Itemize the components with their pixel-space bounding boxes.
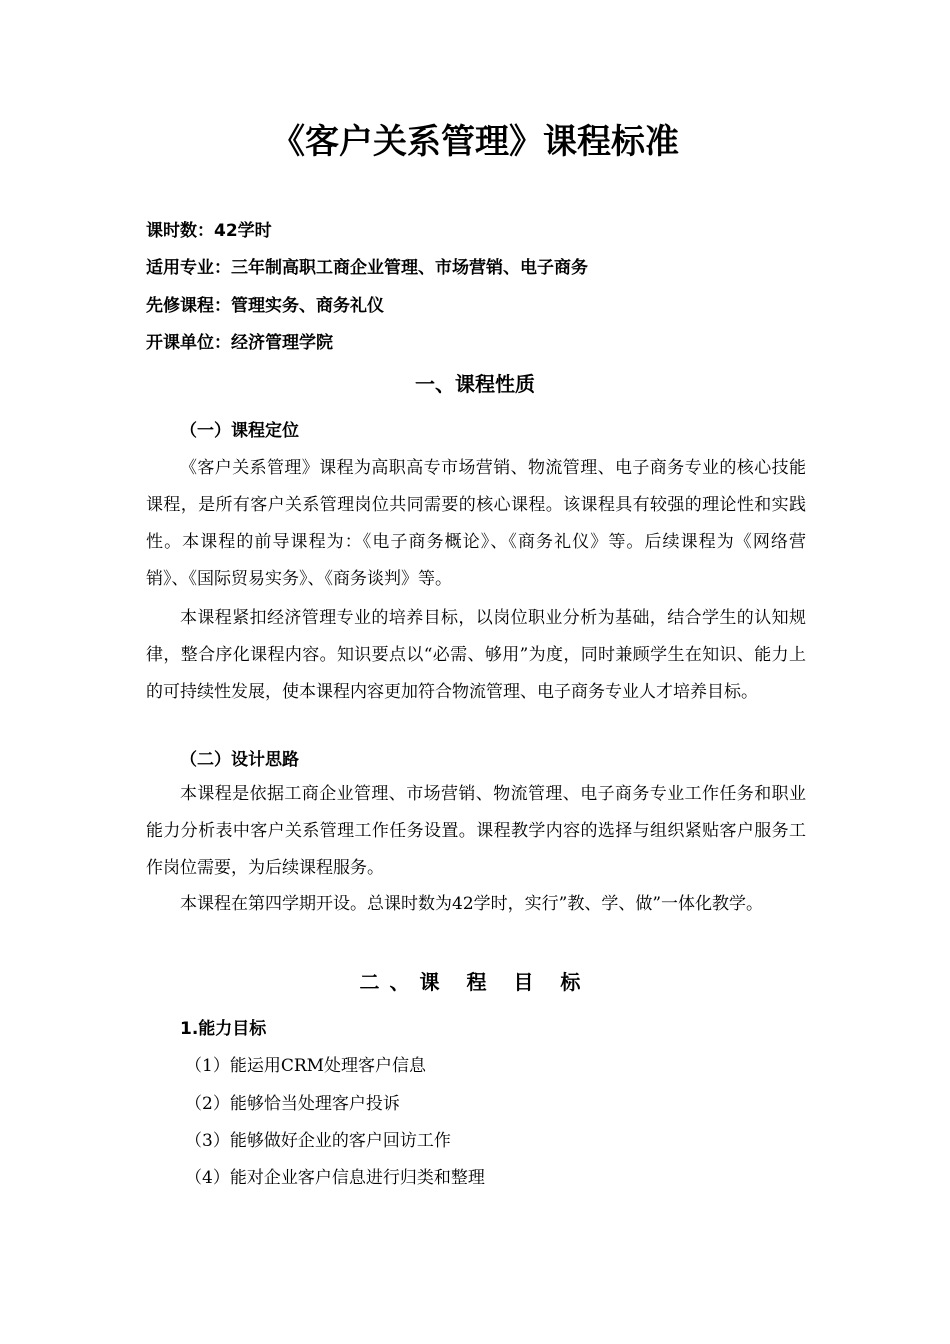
paragraph-design-2: 本课程在第四学期开设。总课时数为42学时，实行”教、学、做”一体化教学。 bbox=[180, 894, 764, 914]
subheading-ability-objectives: 1.能力目标 bbox=[180, 1019, 267, 1039]
paragraph-positioning-2: 本课程紧扣经济管理专业的培养目标，以岗位职业分析为基础，结合学生的认知规律，整合序化课程内容。知识要点以“必需、够用”为度，同时兼顾学生在知识、能力上的可持续性发展，使本课程内容更加符合物流管理、电子商务专业人才培养目标。 bbox=[146, 608, 806, 702]
paragraph-design-1: 本课程是依据工商企业管理、市场营销、物流管理、电子商务专业工作任务和职业能力分析表中客户关系管理工作任务设置。课程教学内容的选择与组织紧贴客户服务工作岗位需要，为后续课程服务。 bbox=[146, 784, 806, 878]
objective-item: （1）能运用CRM处理客户信息 bbox=[185, 1056, 427, 1076]
section-heading-course-objectives: 二、课 程 目 标 bbox=[359, 970, 591, 994]
paragraph-positioning-1: 《客户关系管理》课程为高职高专市场营销、物流管理、电子商务专业的核心技能课程，是所有客户关系管理岗位共同需要的核心课程。该课程具有较强的理论性和实践性。本课程的前导课程为：《电子商务概论》、《商务礼仪》等。后续课程为《网络营销》、《国际贸易实务》、《商务谈判》等。 bbox=[146, 458, 806, 589]
objective-item: （4）能对企业客户信息进行归类和整理 bbox=[185, 1168, 485, 1188]
subheading-course-positioning: （一）课程定位 bbox=[180, 421, 299, 441]
meta-prerequisites: 先修课程：管理实务、商务礼仪 bbox=[146, 296, 384, 316]
meta-majors: 适用专业：三年制高职工商企业管理、市场营销、电子商务 bbox=[146, 258, 588, 278]
document-title: 《客户关系管理》课程标准 bbox=[271, 122, 679, 162]
meta-hours: 课时数：42学时 bbox=[146, 221, 272, 241]
section-heading-course-nature: 一、课程性质 bbox=[415, 372, 535, 396]
subheading-design-approach: （二）设计思路 bbox=[180, 750, 299, 770]
objective-item: （3）能够做好企业的客户回访工作 bbox=[185, 1131, 451, 1151]
objective-item: （2）能够恰当处理客户投诉 bbox=[185, 1094, 400, 1114]
meta-department: 开课单位：经济管理学院 bbox=[146, 333, 333, 353]
